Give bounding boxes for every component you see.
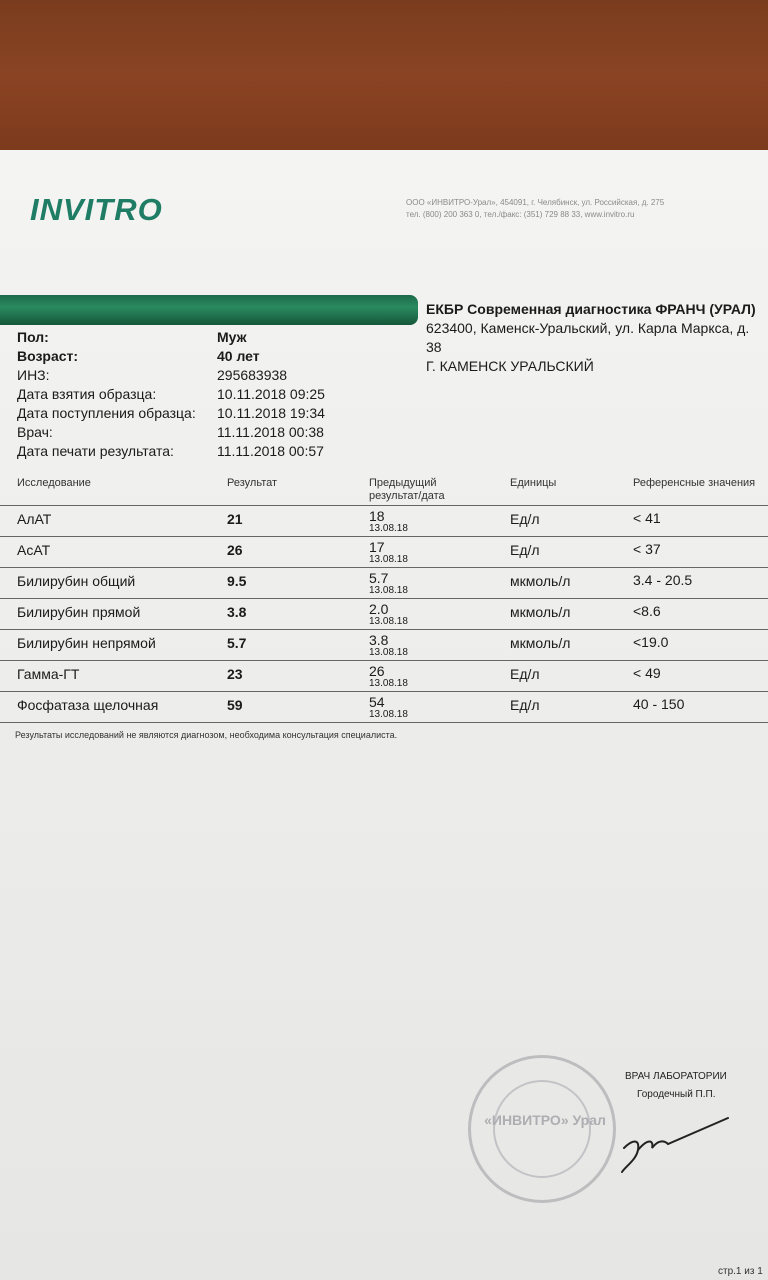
cell-previous-date: 13.08.18 [369,554,408,565]
field-label: Дата взятия образца: [17,386,157,402]
cell-reference: 3.4 - 20.5 [633,572,693,588]
cell-units: мкмоль/л [510,635,571,651]
table-row [0,567,768,598]
cell-previous: 17 [369,539,385,555]
lab-stamp [468,1055,616,1203]
field-value: Муж [217,329,247,345]
stamp-inner-ring [493,1080,591,1178]
field-value: 11.11.2018 00:38 [217,424,324,440]
field-label: ИНЗ: [17,367,50,383]
company-address-line: ООО «ИНВИТРО-Урал», 454091, г. Челябинск, ул. Российская, д. 275 [406,198,665,207]
header-previous [369,477,445,503]
cell-test: Билирубин общий [17,573,136,589]
header-units: Единицы [510,477,557,489]
page-number: стр.1 из 1 [718,1266,763,1277]
cell-previous: 2.0 [369,601,389,617]
cell-result: 23 [227,666,243,682]
header-test: Исследование [17,477,91,489]
cell-previous-date: 13.08.18 [369,647,408,658]
patient-info [17,328,417,461]
lab-name: ЕКБР Современная диагностика ФРАНЧ (УРАЛ) [426,301,756,317]
cell-previous: 26 [369,663,385,679]
header-previous-line1: Предыдущий [369,477,437,489]
cell-reference: < 37 [633,541,661,557]
cell-test: АлАТ [17,511,52,527]
lab-report-sheet [0,150,768,1280]
cell-reference: <8.6 [633,603,661,619]
table-row [0,505,768,536]
cell-reference: < 49 [633,665,661,681]
cell-result: 59 [227,697,243,713]
company-phone-line: тел. (800) 200 363 0, тел./факс: (351) 729 88 33, www.invitro.ru [406,210,635,219]
cell-units: Ед/л [510,511,540,527]
header-previous-line2: результат/дата [369,490,445,502]
company-contact-info [406,197,746,221]
cell-reference: < 41 [633,510,661,526]
cell-units: Ед/л [510,666,540,682]
cell-previous: 5.7 [369,570,389,586]
patient-row-print-date [17,442,417,461]
cell-result: 9.5 [227,573,247,589]
cell-previous-date: 13.08.18 [369,616,408,627]
table-row [0,660,768,691]
lab-city: Г. КАМЕНСК УРАЛЬСКИЙ [426,358,594,374]
table-row [0,629,768,660]
cell-result: 26 [227,542,243,558]
patient-row-sample-date [17,385,417,404]
cell-units: мкмоль/л [510,573,571,589]
invitro-logo: INVITRO [30,192,163,227]
field-value: 10.11.2018 19:34 [217,405,325,421]
doctor-title: ВРАЧ ЛАБОРАТОРИИ [625,1071,727,1082]
cell-result: 21 [227,511,243,527]
lab-address: 623400, Каменск-Уральский, ул. Карла Маркса, д. 38 [426,320,750,355]
cell-units: Ед/л [510,697,540,713]
field-label: Врач: [17,424,53,440]
cell-test: Фосфатаза щелочная [17,697,159,713]
field-label: Возраст: [17,348,79,364]
cell-test: Билирубин прямой [17,604,141,620]
cell-result: 5.7 [227,635,247,651]
results-table-header [0,475,768,505]
patient-row-inz [17,366,417,385]
signature-icon [618,1110,738,1180]
cell-test: АсАТ [17,542,51,558]
field-value: 295683938 [217,367,288,383]
cell-reference: 40 - 150 [633,696,685,712]
cell-previous: 54 [369,694,385,710]
patient-row-age [17,347,417,366]
field-label: Пол: [17,329,49,345]
table-row [0,598,768,629]
cell-result: 3.8 [227,604,247,620]
cell-previous: 18 [369,508,385,524]
cell-test: Гамма-ГТ [17,666,80,682]
cell-test: Билирубин непрямой [17,635,156,651]
cell-reference: <19.0 [633,634,669,650]
cell-units: мкмоль/л [510,604,571,620]
field-value: 40 лет [217,348,260,364]
header-result: Результат [227,477,278,489]
header-reference: Референсные значения [633,477,756,489]
cell-units: Ед/л [510,542,540,558]
field-label: Дата печати результата: [17,443,174,459]
results-table [0,475,768,723]
doctor-name: Городечный П.П. [637,1089,716,1100]
stamp-text: «ИНВИТРО» Урал [484,1112,606,1128]
doctor-block [625,1068,727,1104]
patient-row-doctor [17,423,417,442]
patient-row-sex [17,328,417,347]
cell-previous-date: 13.08.18 [369,678,408,689]
table-row [0,536,768,567]
decorative-green-bar [0,295,418,325]
cell-previous: 3.8 [369,632,389,648]
lab-info [426,300,768,376]
field-value: 10.11.2018 09:25 [217,386,325,402]
cell-previous-date: 13.08.18 [369,709,408,720]
patient-row-received-date [17,404,417,423]
cell-previous-date: 13.08.18 [369,585,408,596]
table-row [0,691,768,723]
cell-previous-date: 13.08.18 [369,523,408,534]
disclaimer-note: Результаты исследований не являются диагнозом, необходима консультация специалиста. [15,730,398,740]
field-value: 11.11.2018 00:57 [217,443,324,459]
field-label: Дата поступления образца: [17,405,196,421]
